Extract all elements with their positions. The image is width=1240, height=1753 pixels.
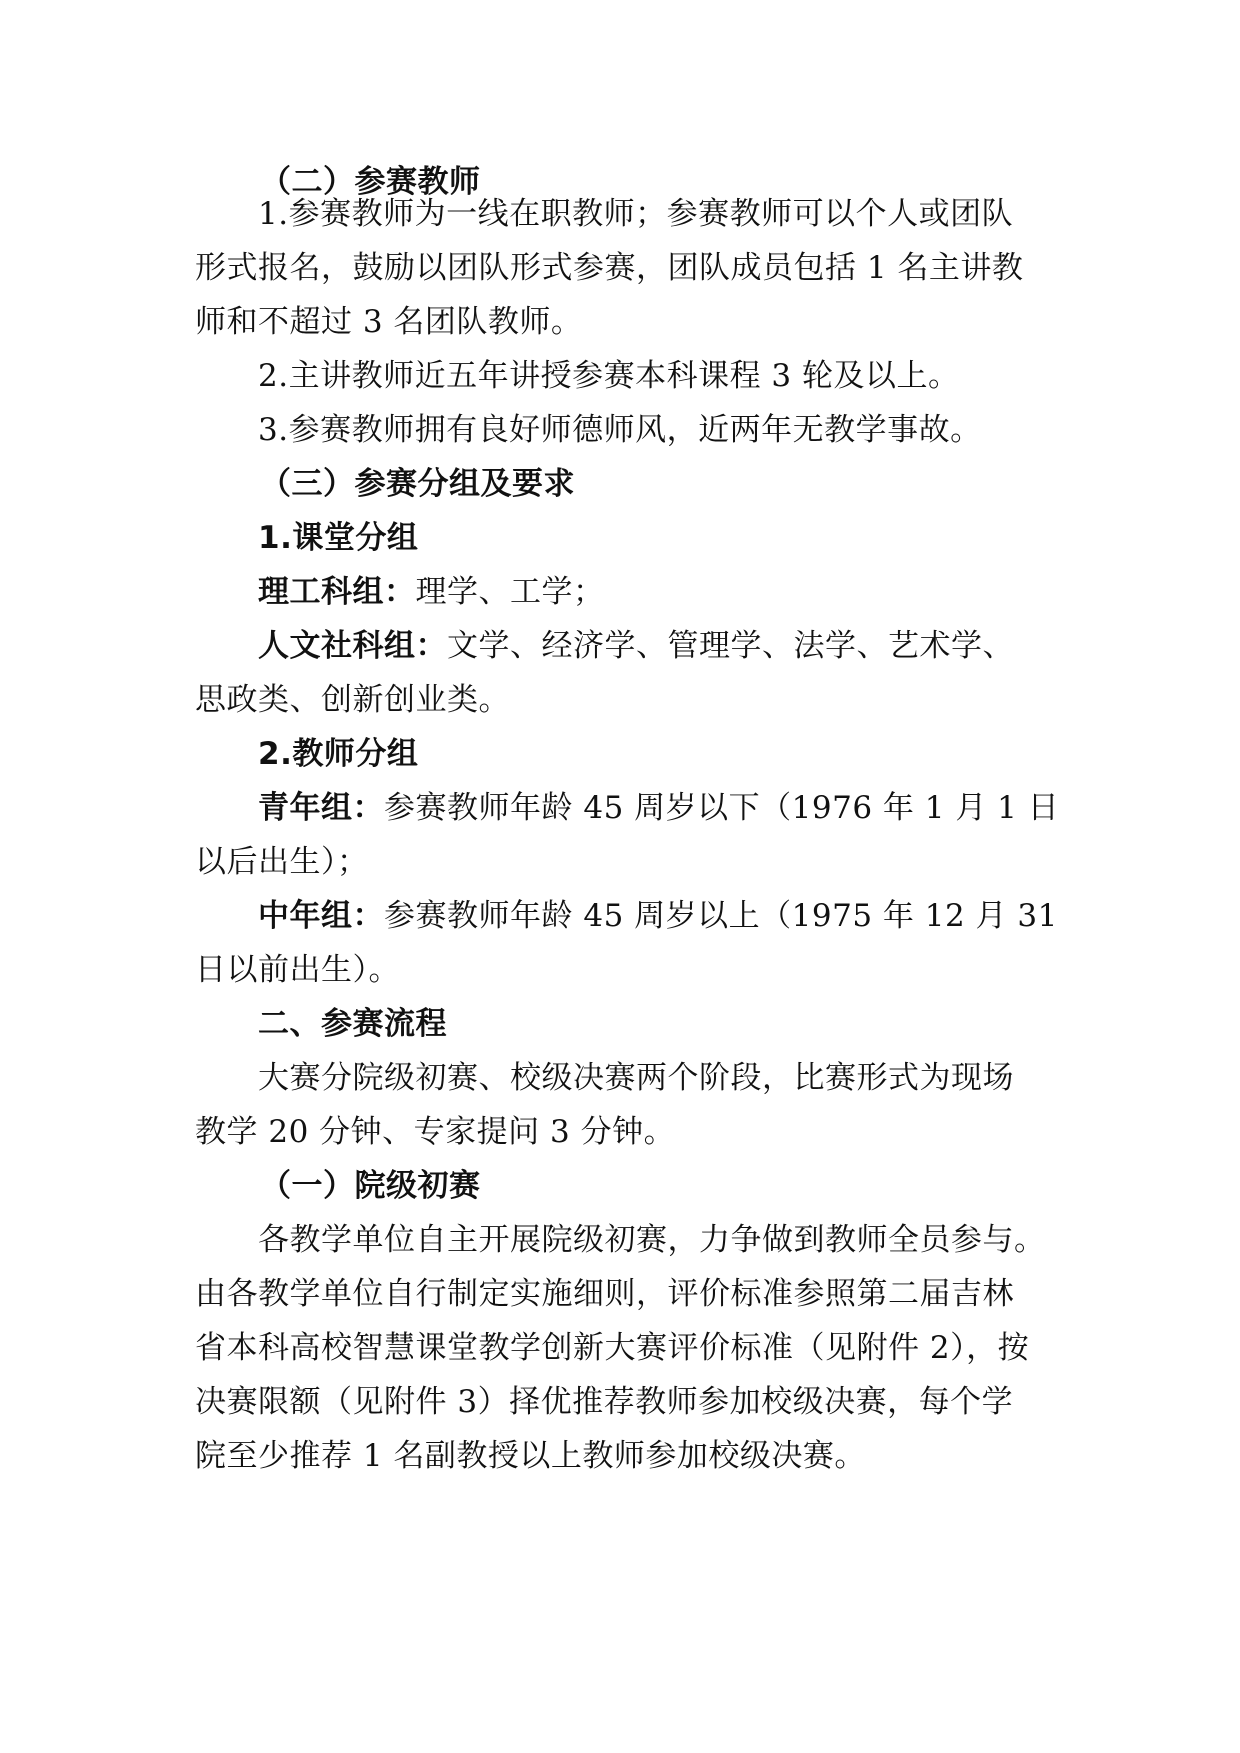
preliminary-paragraph-line-3: 省本科高校智慧课堂教学创新大赛评价标准（见附件 2），按 (195, 1330, 1030, 1366)
class-grouping-heading: 1.课堂分组 (258, 520, 419, 556)
youth-group-label: 青年组： (258, 790, 384, 826)
preliminary-round-heading: （一）院级初赛 (260, 1168, 481, 1204)
section-grouping-heading: （三）参赛分组及要求 (260, 466, 575, 502)
teacher-requirement-1-line-3: 师和不超过 3 名团队教师。 (195, 304, 583, 340)
youth-group-row (258, 782, 1076, 834)
competition-process-heading: 二、参赛流程 (258, 1006, 447, 1042)
preliminary-paragraph-line-4: 决赛限额（见附件 3）择优推荐教师参加校级决赛，每个学 (195, 1384, 1014, 1420)
preliminary-paragraph-line-1: 各教学单位自主开展院级初赛，力争做到教师全员参与。 (258, 1222, 1046, 1258)
science-group-row (258, 566, 1076, 618)
humanities-group-row (258, 620, 1076, 672)
science-group-text: 理学、工学； (415, 574, 605, 610)
youth-group-text: 参赛教师年龄 45 周岁以下（1976 年 1 月 1 日 (384, 790, 1060, 826)
middle-group-row (258, 890, 1076, 942)
middle-group-text: 参赛教师年龄 45 周岁以上（1975 年 12 月 31 (384, 898, 1058, 934)
humanities-group-label: 人文社科组： (258, 628, 447, 664)
process-paragraph-line-2: 教学 20 分钟、专家提问 3 分钟。 (195, 1114, 676, 1150)
middle-group-line-2: 日以前出生）。 (195, 952, 400, 988)
humanities-group-line-2: 思政类、创新创业类。 (195, 682, 510, 718)
middle-group-label: 中年组： (258, 898, 384, 934)
teacher-requirement-1-line-2: 形式报名，鼓励以团队形式参赛，团队成员包括 1 名主讲教 (195, 250, 1024, 286)
teacher-requirement-3: 3.参赛教师拥有良好师德师风，近两年无教学事故。 (258, 412, 982, 448)
preliminary-paragraph-line-5: 院至少推荐 1 名副教授以上教师参加校级决赛。 (195, 1438, 866, 1474)
preliminary-paragraph-line-2: 由各教学单位自行制定实施细则，评价标准参照第二届吉林 (195, 1276, 1014, 1312)
teacher-requirement-2: 2.主讲教师近五年讲授参赛本科课程 3 轮及以上。 (258, 358, 960, 394)
humanities-group-text: 文学、经济学、管理学、法学、艺术学、 (447, 628, 1014, 664)
process-paragraph-line-1: 大赛分院级初赛、校级决赛两个阶段，比赛形式为现场 (258, 1060, 1014, 1096)
teacher-requirement-1-line-1: 1.参赛教师为一线在职教师；参赛教师可以个人或团队 (258, 196, 1014, 232)
teacher-grouping-heading: 2.教师分组 (258, 736, 419, 772)
section-participating-teachers-heading: （二）参赛教师 (260, 164, 481, 200)
youth-group-line-2: 以后出生）； (195, 844, 369, 880)
science-group-label: 理工科组： (258, 574, 416, 610)
